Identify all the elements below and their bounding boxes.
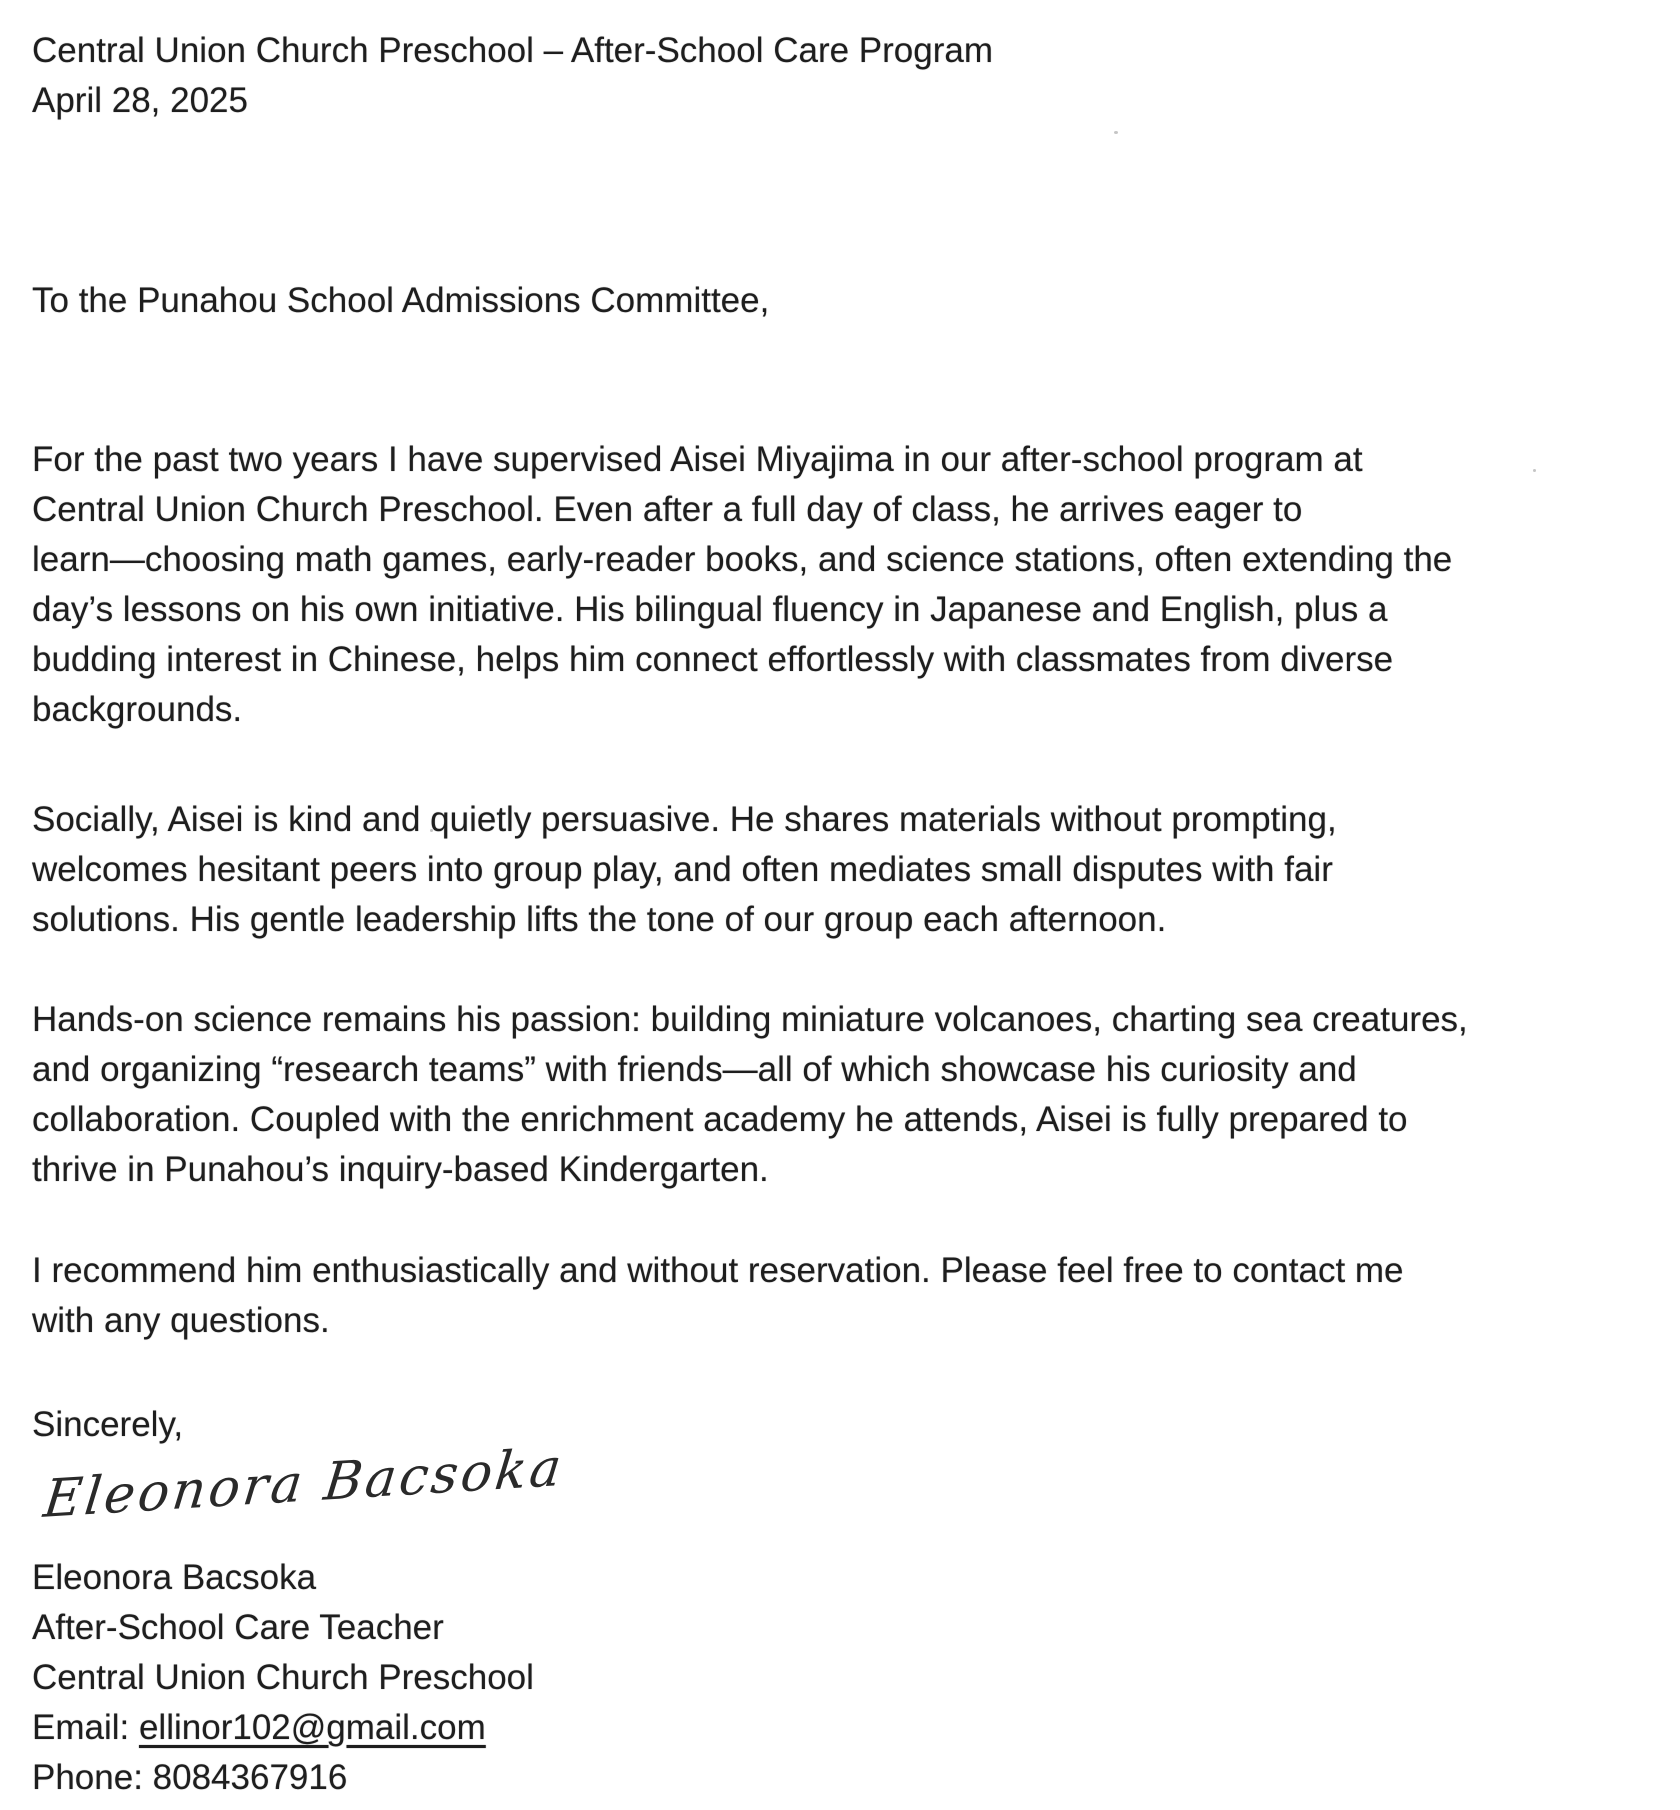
letter-header [32,26,1624,126]
signer-name: Eleonora Bacsoka [32,1558,317,1597]
signer-phone-line [32,1753,1624,1803]
scan-speck [430,829,433,832]
letter-title: Central Union Church Preschool – After-School Care Program [32,31,993,70]
paragraph-line: learn—choosing math games, early-reader books, and science stations, often extending the [32,540,1453,579]
paragraph-line: Socially, Aisei is kind and quietly persuasive. He shares materials without prompting, [32,800,1337,839]
signer-email-line [32,1703,1624,1753]
email-label: Email: [32,1708,139,1747]
scan-speck [1533,469,1536,472]
paragraph-line: I recommend him enthusiastically and without reservation. Please feel free to contact me [32,1251,1404,1290]
scan-speck [1114,131,1118,134]
paragraph-2 [32,795,1624,945]
phone-label: Phone: [32,1758,153,1797]
paragraph-line: backgrounds. [32,690,243,729]
handwritten-signature [32,1437,1624,1547]
letter-date: April 28, 2025 [32,81,248,120]
paragraph-line: thrive in Punahou’s inquiry-based Kindergarten. [32,1150,769,1189]
paragraph-4 [32,1246,1624,1346]
paragraph-line: and organizing “research teams” with friends—all of which showcase his curiosity and [32,1050,1357,1089]
paragraph-line: For the past two years I have supervised Aisei Miyajima in our after-school program at [32,440,1363,479]
paragraph-line: day’s lessons on his own initiative. His bilingual fluency in Japanese and English, plus a [32,590,1388,629]
signature-text: Eleonora Bacsoka [40,1437,568,1530]
salutation: To the Punahou School Admissions Committee, [32,281,770,320]
paragraph-line: collaboration. Coupled with the enrichment academy he attends, Aisei is fully prepared to [32,1100,1408,1139]
signer-organization: Central Union Church Preschool [32,1658,534,1697]
paragraph-line: budding interest in Chinese, helps him connect effortlessly with classmates from diverse [32,640,1394,679]
paragraph-1 [32,435,1624,735]
paragraph-line: solutions. His gentle leadership lifts the tone of our group each afternoon. [32,900,1167,939]
paragraph-line: welcomes hesitant peers into group play, and often mediates small disputes with fair [32,850,1333,889]
phone-number: 8084367916 [152,1758,348,1797]
paragraph-3 [32,995,1624,1195]
signer-block [32,1553,1624,1803]
paragraph-line: with any questions. [32,1301,330,1340]
closing: Sincerely, [32,1405,184,1444]
paragraph-line: Hands-on science remains his passion: building miniature volcanoes, charting sea creatures, [32,1000,1468,1039]
email-address: ellinor102@gmail.com [138,1708,486,1747]
signer-title: After-School Care Teacher [32,1608,444,1647]
paragraph-line: Central Union Church Preschool. Even after a full day of class, he arrives eager to [32,490,1303,529]
